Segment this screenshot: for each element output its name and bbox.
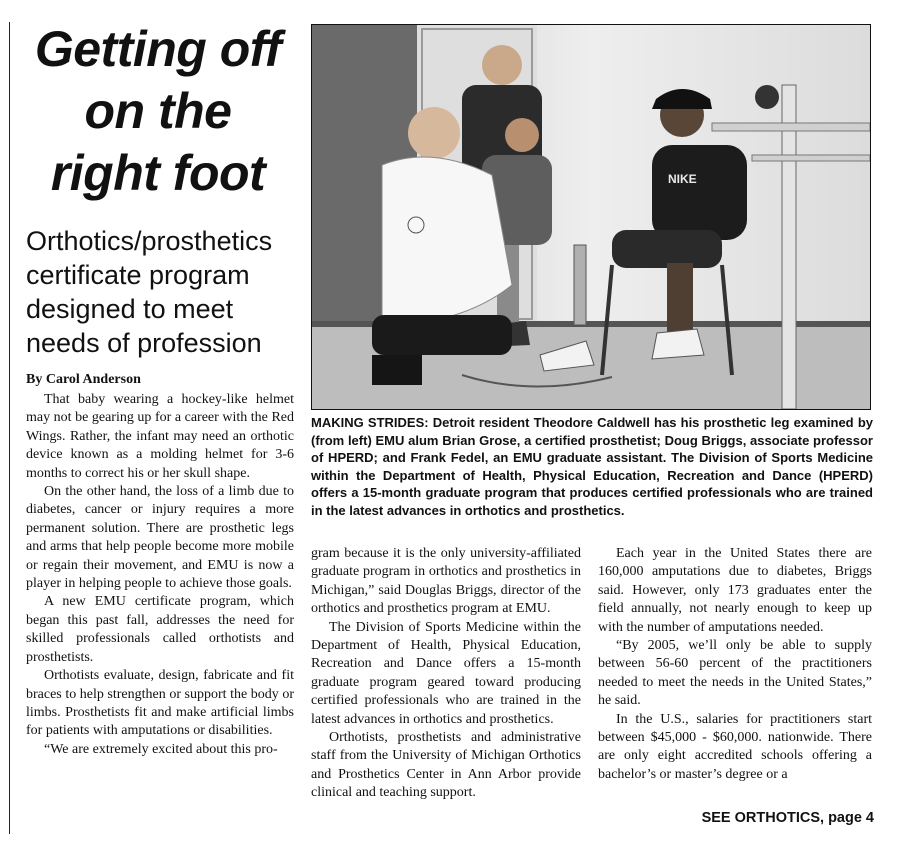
headline bbox=[16, 18, 300, 204]
column-rule bbox=[9, 22, 10, 834]
paragraph: On the other hand, the loss of a limb due to diabetes, cancer or injury requires a more permanent solution. There are prosthetic legs and arms that help people become more mobile or regain their movement, and EMU is now a player in helping people to achieve those goals. bbox=[26, 484, 294, 592]
paragraph: Orthotists evaluate, design, fabricate and fit braces to help strengthen or support the body or limbs. Prosthetists fit and make artificial limbs for patients with amputations or disabilities. bbox=[26, 668, 294, 739]
paragraph: “We are extremely excited about this pro- bbox=[44, 741, 278, 757]
byline: By Carol Anderson bbox=[26, 372, 141, 387]
article-column-2 bbox=[311, 545, 581, 803]
headline-line: on the bbox=[84, 83, 232, 139]
photo-caption: MAKING STRIDES: Detroit resident Theodore Caldwell has his prosthetic leg examined by (from left) EMU alum Brian Grose, a certified prosthetist; Doug Briggs, associate professor of HPERD; and Frank Fedel, an EMU graduate assistant. The Division of Sports Medicine within the Department of Health, Physical Education, Recreation and Dance (HPERD) offers a 15-month graduate program that produces certified professionals who are trained in the latest advances in orthotics and prosthetics. bbox=[311, 415, 873, 518]
subheadline-line: certificate program bbox=[26, 260, 250, 290]
subheadline-line: designed to meet bbox=[26, 294, 234, 324]
shirt-logo: NIKE bbox=[668, 172, 697, 186]
subheadline-line: Orthotics/prosthetics bbox=[26, 226, 273, 256]
article-column-3 bbox=[598, 545, 872, 784]
headline-line: Getting off bbox=[34, 21, 282, 77]
subheadline-line: needs of profession bbox=[26, 328, 262, 358]
paragraph: gram because it is the only university-affiliated graduate program in orthotics and prosthetics in Michigan,” said Douglas Briggs, director of the orthotics and prosthetics program at EMU. bbox=[311, 546, 581, 617]
paragraph: A new EMU certificate program, which began this past fall, addresses the need for skilled professionals called orthotists and prosthetists. bbox=[26, 594, 294, 665]
paragraph: Orthotists, prosthetists and administrative staff from the University of Michigan Orthotics and Prosthetics Center in Ann Arbor provide clinical and teaching support. bbox=[311, 730, 581, 801]
paragraph: That baby wearing a hockey-like helmet may not be gearing up for a career with the Red Wings. Rather, the infant may need an orthotic device known as a molding helmet for 3-6 months to correct his or her skull shape. bbox=[26, 392, 294, 481]
photo-illustration bbox=[312, 25, 870, 409]
paragraph: In the U.S., salaries for practitioners start between $45,000 - $60,000. nationwide. There are only eight accredited schools offering a bachelor’s or master’s degree or a bbox=[598, 711, 872, 782]
news-photo bbox=[311, 24, 871, 410]
subheadline bbox=[26, 224, 306, 360]
paragraph: “By 2005, we’ll only be able to supply between 56-60 percent of the practitioners needed to meet the needs in the United States,” he said. bbox=[598, 638, 872, 709]
continuation-jump-line: SEE ORTHOTICS, page 4 bbox=[701, 810, 874, 826]
paragraph: Each year in the United States there are 160,000 amputations due to diabetes, Briggs said. However, only 173 graduates enter the field annually, not nearly enough to keep up with the number of amputations needed. bbox=[598, 546, 872, 635]
article-column-1 bbox=[26, 391, 294, 759]
paragraph: The Division of Sports Medicine within the Department of Health, Physical Education, Recreation and Dance offers a 15-month graduate program geared toward producing certified professionals who are trained in the latest advances in orthotics and prosthetics. bbox=[311, 619, 581, 727]
headline-line: right foot bbox=[50, 145, 266, 201]
